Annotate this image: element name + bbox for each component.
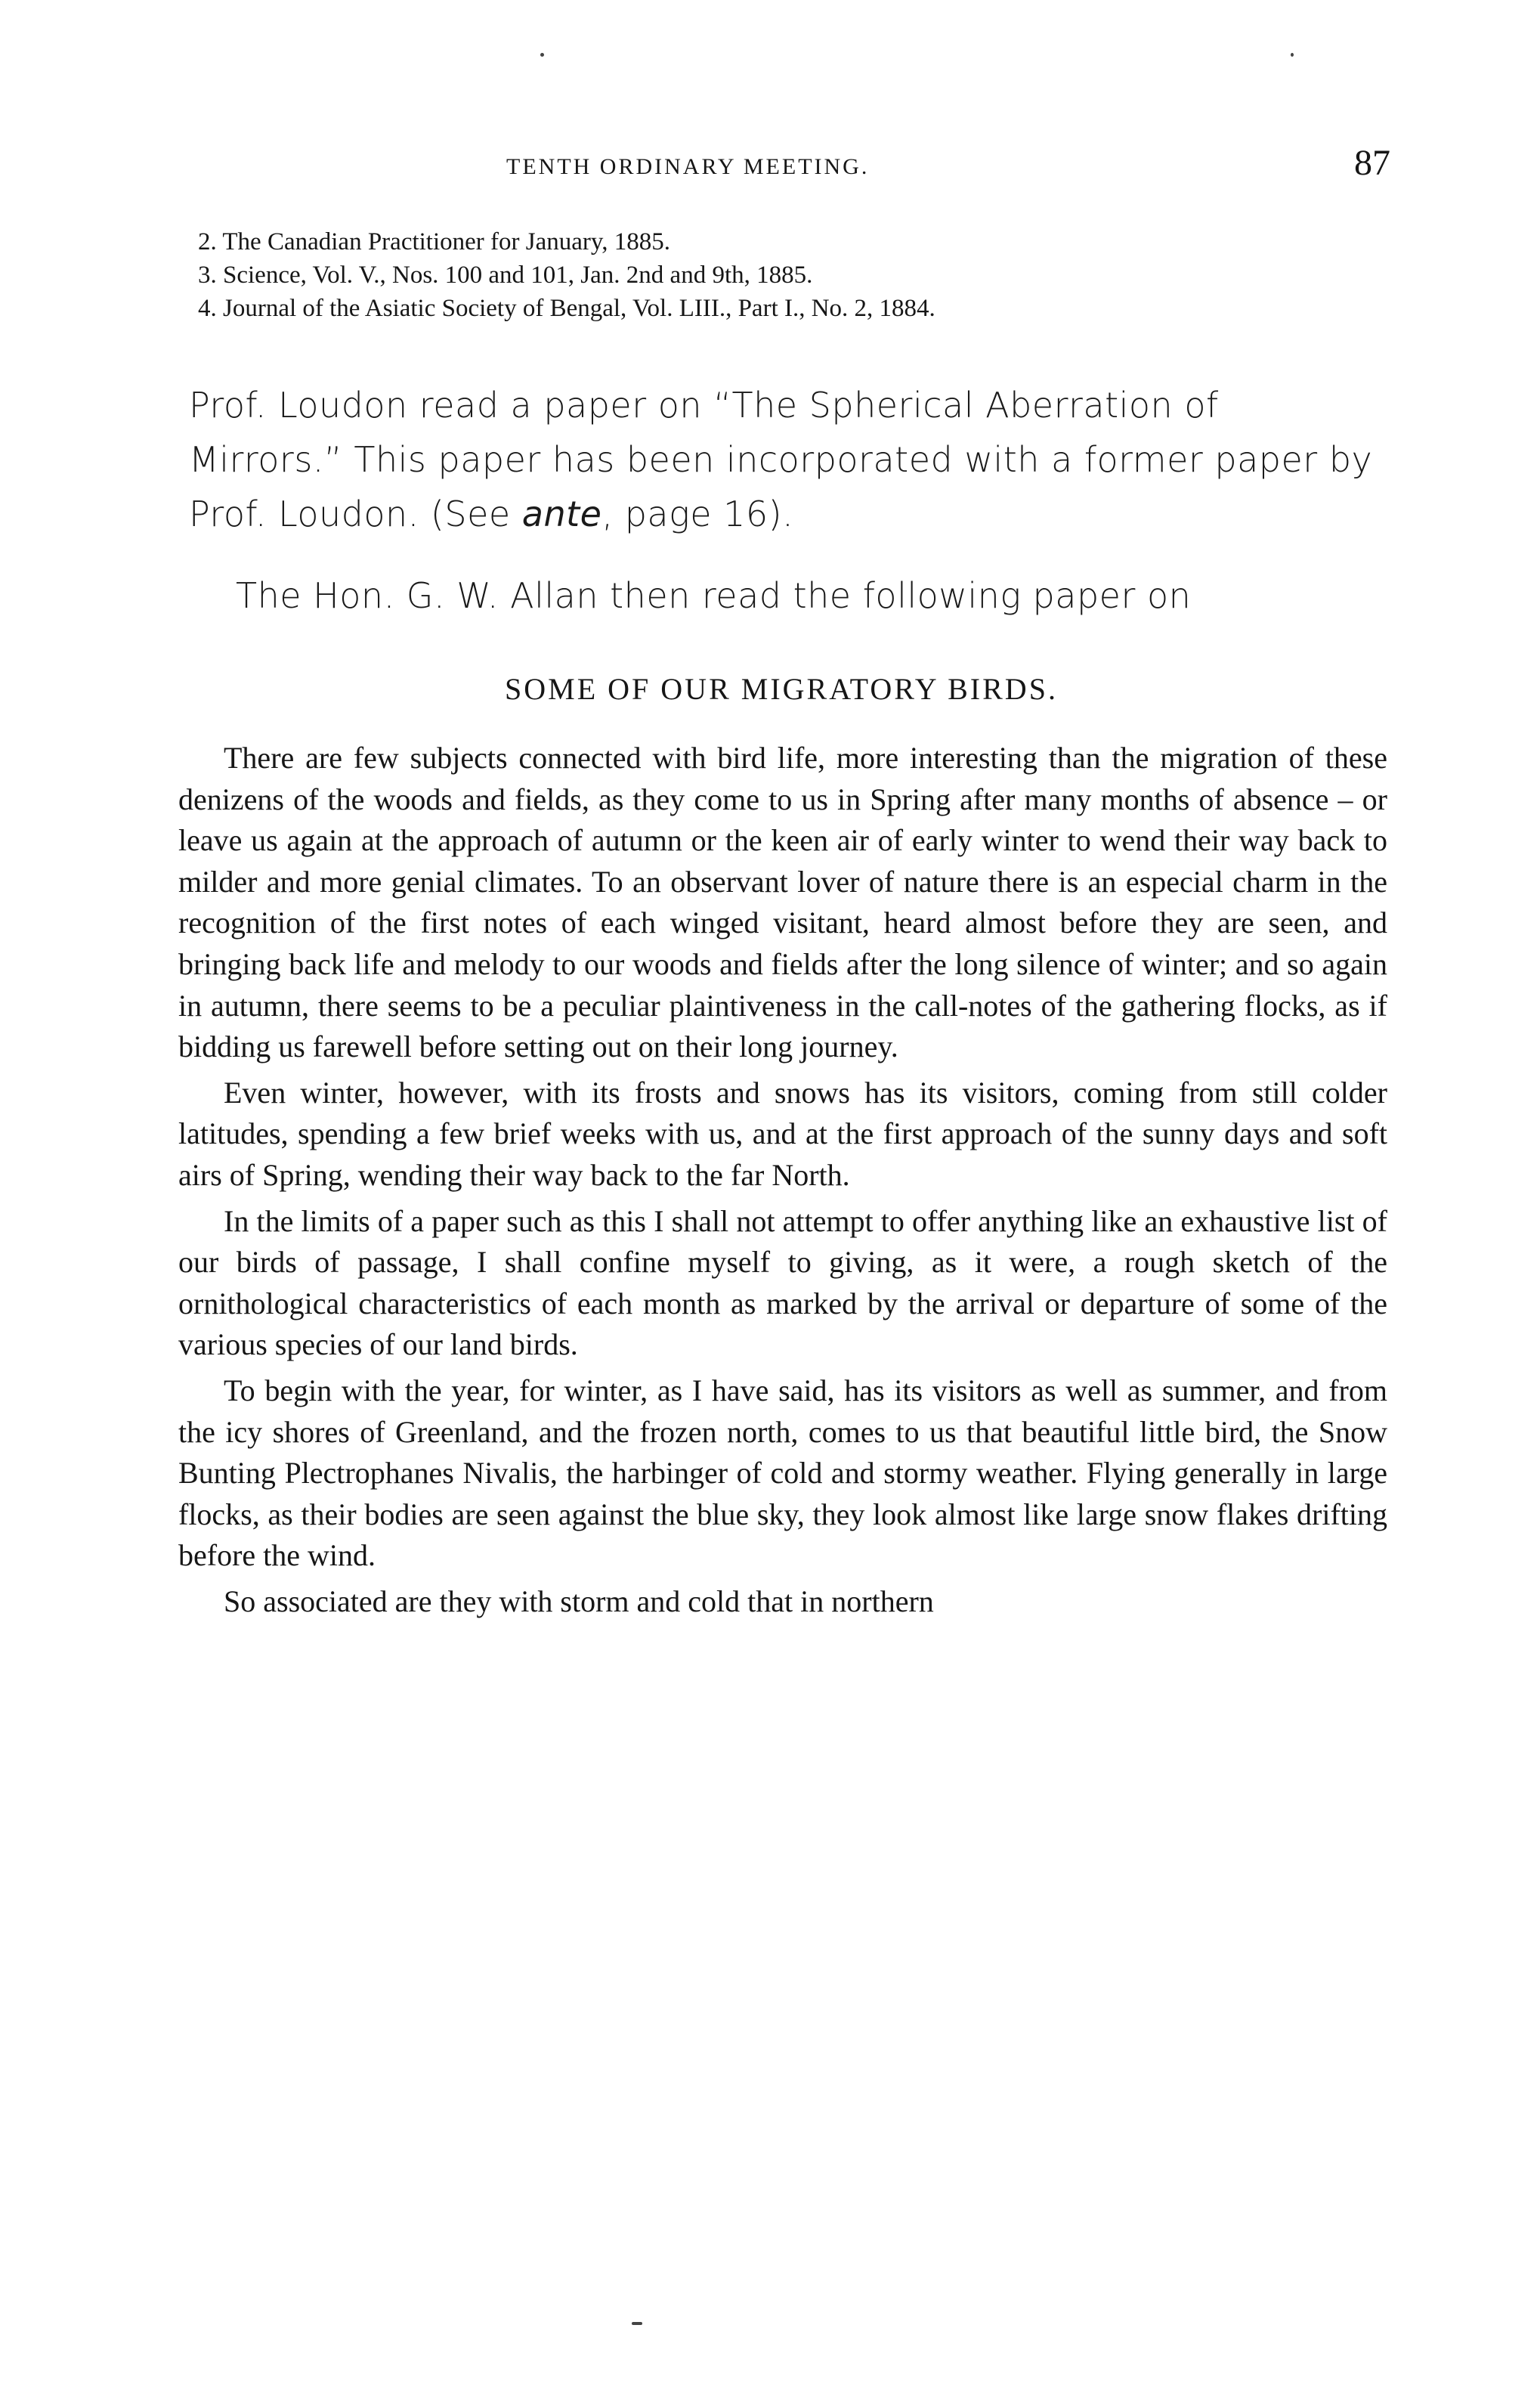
loudon-text: Prof. Loudon read a paper on “The Spherical Aberration of Mirrors.” This paper has been incorporated with a former paper by Prof. Loudon. (See xyxy=(189,385,1373,534)
body-paragraph: In the limits of a paper such as this I shall not attempt to offer anything like an exhaustive list of our birds of passage, I shall confine myself to giving, as it were, a rough sketch of the ornithological characteristics of each month as marked by the arrival or departure of some of the various species of our land birds. xyxy=(178,1203,1387,1362)
loudon-text-end: , page 16). xyxy=(601,494,794,534)
print-speck xyxy=(1291,53,1294,57)
body-paragraph: So associated are they with storm and cold that in northern xyxy=(224,1584,934,1618)
reference-list xyxy=(198,225,1407,325)
page-header xyxy=(181,143,1390,193)
article-body xyxy=(178,738,1387,1627)
body-paragraph: Even winter, however, with its frosts and snows has its visitors, coming from still colder latitudes, spending a few brief weeks with us, and at the first approach of the sunny days and soft airs of Spring, wending their way back to the far North. xyxy=(178,1075,1387,1192)
reference-item: 4. Journal of the Asiatic Society of Bengal, Vol. LIII., Part I., No. 2, 1884. xyxy=(198,295,935,322)
reference-item: 3. Science, Vol. V., Nos. 100 and 101, Jan. 2nd and 9th, 1885. xyxy=(198,262,813,289)
reference-item: 2. The Canadian Practitioner for January, 1885. xyxy=(198,228,670,255)
loudon-paragraph xyxy=(189,378,1383,541)
print-speck xyxy=(632,2322,642,2325)
page-number: 87 xyxy=(1354,143,1390,183)
body-paragraph: To begin with the year, for winter, as I have said, has its visitors as well as summer, and from the icy shores of Greenland, and the frozen north, comes to us that beautiful little bird, the Snow Bunting Plectrophanes Nivalis, the harbinger of cold and stormy weather. Flying generally in large flocks, as their bodies are seen against the blue sky, they look almost like large snow flakes drifting before the wind. xyxy=(178,1373,1387,1573)
article-title: SOME OF OUR MIGRATORY BIRDS. xyxy=(505,672,1058,706)
print-speck xyxy=(540,53,544,57)
body-paragraph: There are few subjects connected with bird life, more interesting than the migration of these denizens of the woods and fields, as they come to us in Spring after many months of absence – or leave us again at the approach of autumn or the keen air of early winter to wend their way back to milder and more genial climates. To an observant lover of nature there is an especial charm in the recognition of the first notes of each winged visitant, heard almost before they are seen, and bringing back life and melody to our woods and fields after the long silence of winter; and so again in autumn, there seems to be a peculiar plaintiveness in the call-notes of the gathering flocks, as if bidding us farewell before setting out on their long journey. xyxy=(178,741,1387,1064)
allan-intro: The Hon. G. W. Allan then read the following paper on xyxy=(236,575,1192,616)
running-head: TENTH ORDINARY MEETING. xyxy=(506,154,870,179)
loudon-italic-ante: ante xyxy=(521,494,602,534)
